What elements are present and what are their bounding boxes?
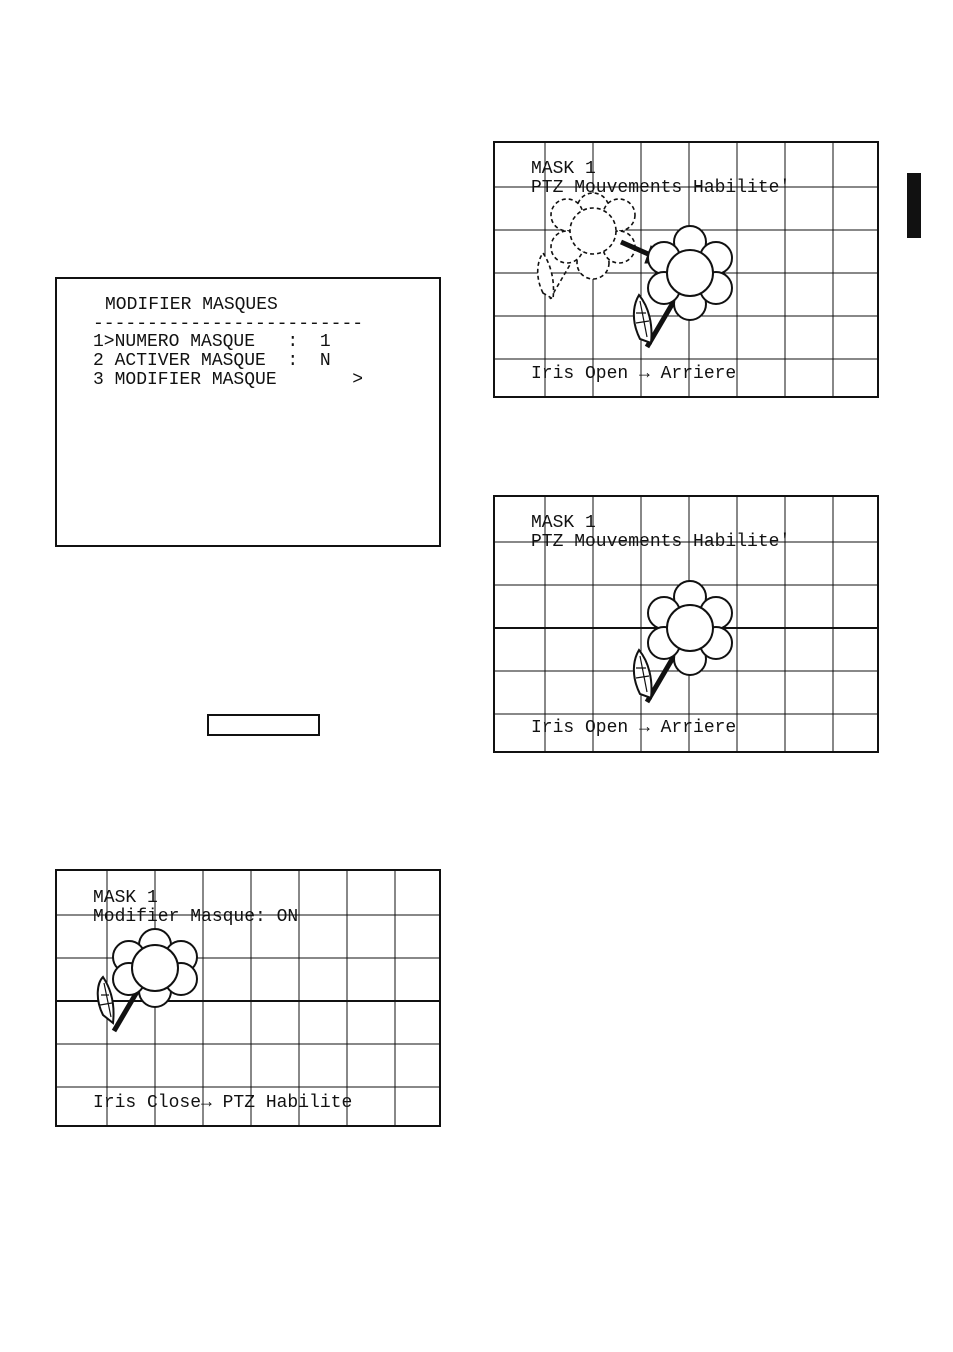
mask-label: MASK 1 <box>93 888 158 908</box>
mask-hint: Iris Open → Arriere <box>531 718 737 738</box>
menu-item-modifier-masque[interactable]: 3 MODIFIER MASQUE > <box>93 370 364 390</box>
section-tab-marker <box>907 173 921 238</box>
mask-final-screen <box>493 495 879 753</box>
menu-screen <box>55 277 441 547</box>
mask-edit-screen <box>55 869 441 1127</box>
mask-status: PTZ Mouvements Habilite' <box>531 532 791 552</box>
flower-icon <box>634 581 732 702</box>
mask-status: PTZ Mouvements Habilite' <box>531 178 791 198</box>
mask-move-screen <box>493 141 879 398</box>
mask-label: MASK 1 <box>531 159 596 179</box>
mask-label: MASK 1 <box>531 513 596 533</box>
empty-label-box <box>207 714 320 736</box>
flower-icon <box>634 226 732 347</box>
mask-hint: Iris Open → Arriere <box>531 364 737 384</box>
menu-item-numero-masque[interactable]: 1>NUMERO MASQUE : 1 <box>93 332 331 352</box>
mask-status: Modifier Masque: ON <box>93 907 299 927</box>
ghost-flower-icon <box>538 193 635 299</box>
menu-separator: ------------------------- <box>93 314 364 334</box>
menu-item-activer-masque[interactable]: 2 ACTIVER MASQUE : N <box>93 351 331 371</box>
flower-icon <box>98 929 197 1031</box>
mask-hint: Iris Close→ PTZ Habilite <box>93 1093 353 1113</box>
menu-title: MODIFIER MASQUES <box>105 295 278 315</box>
